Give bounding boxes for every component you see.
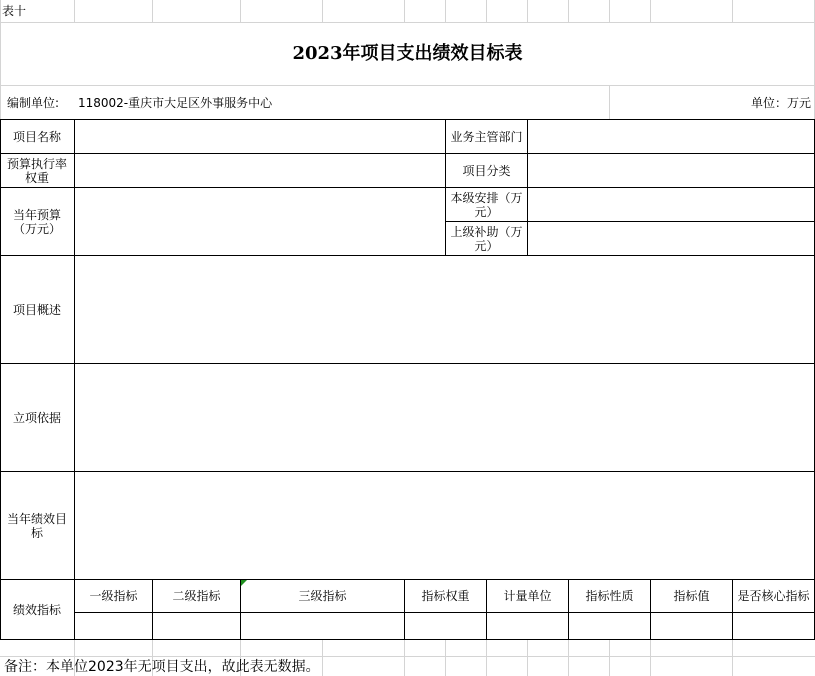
- dept-value[interactable]: [528, 120, 814, 153]
- indicator-cell-core[interactable]: [733, 613, 814, 639]
- table-number: 表十: [2, 4, 27, 18]
- basis-value[interactable]: [75, 364, 814, 471]
- indicator-cell-level2[interactable]: [153, 613, 240, 639]
- budget-label: 当年预算 （万元）: [12, 207, 61, 236]
- indicator-header-weight: 指标权重: [421, 589, 470, 603]
- sheet-title: 2023年项目支出绩效目标表: [292, 43, 523, 64]
- indicator-cell-nature[interactable]: [569, 613, 650, 639]
- upper-level-label: 上级补助（万 元）: [450, 224, 523, 253]
- this-level-value[interactable]: [528, 188, 814, 221]
- goal-value[interactable]: [75, 472, 814, 579]
- budget-value[interactable]: [75, 188, 445, 255]
- this-level-label: 本级安排（万 元）: [450, 190, 523, 219]
- indicator-cell-level1[interactable]: [75, 613, 152, 639]
- upper-level-value[interactable]: [528, 222, 814, 255]
- indicator-header-nature: 指标性质: [585, 589, 634, 603]
- exec-rate-value[interactable]: [75, 154, 445, 187]
- indicator-cell-value[interactable]: [651, 613, 732, 639]
- overview-label: 项目概述: [12, 302, 61, 317]
- category-value[interactable]: [528, 154, 814, 187]
- indicator-header-level1: 一级指标: [89, 589, 138, 603]
- indicator-header-unit: 计量单位: [503, 589, 552, 603]
- footnote: 备注：本单位2023年无项目支出，故此表无数据。: [4, 658, 320, 675]
- goal-label: 当年绩效目 标: [6, 511, 67, 540]
- indicator-header-core: 是否核心指标: [737, 589, 810, 603]
- indicator-cell-weight[interactable]: [405, 613, 486, 639]
- unit-name: 118002-重庆市大足区外事服务中心: [78, 95, 273, 110]
- project-name-label: 项目名称: [12, 129, 61, 144]
- overview-value[interactable]: [75, 256, 814, 363]
- indicator-cell-unit[interactable]: [487, 613, 568, 639]
- project-name-value[interactable]: [75, 120, 445, 153]
- unit-label: 编制单位:: [7, 95, 60, 110]
- exec-rate-label: 预算执行率 权重: [6, 156, 67, 185]
- category-label: 项目分类: [462, 163, 511, 178]
- indicator-header-level3: 三级指标: [298, 589, 347, 603]
- dept-label: 业务主管部门: [450, 129, 523, 144]
- indicators-label: 绩效指标: [12, 602, 61, 617]
- indicator-header-level2: 二级指标: [172, 589, 221, 603]
- basis-label: 立项依据: [12, 410, 61, 425]
- indicator-cell-level3[interactable]: [241, 613, 404, 639]
- indicator-header-value: 指标值: [673, 589, 710, 603]
- currency-label: 单位：万元: [750, 95, 811, 110]
